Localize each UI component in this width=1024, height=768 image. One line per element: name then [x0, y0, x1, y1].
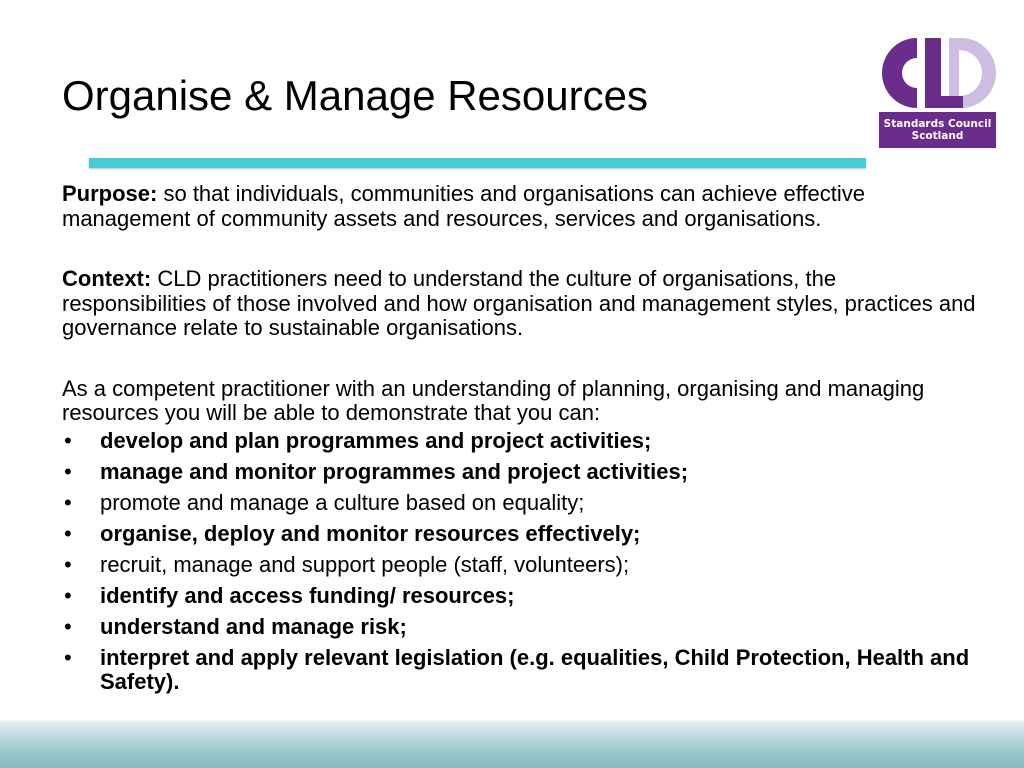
cld-logo-mark	[879, 38, 996, 112]
footer-bar	[0, 720, 1024, 768]
logo-caption-line2: Scotland	[911, 130, 964, 142]
competency-list	[62, 429, 982, 694]
purpose-paragraph	[62, 182, 982, 231]
list-item: • recruit, manage and support people (staff, volunteers);	[62, 553, 982, 578]
slide-title: Organise & Manage Resources	[62, 72, 648, 119]
slide-body	[62, 182, 982, 700]
title-underline	[89, 158, 866, 168]
list-item: • identify and access funding/ resources;	[62, 584, 982, 609]
purpose-text: so that individuals, communities and organisations can achieve effective management of community assets and resources, services and organisations.	[62, 181, 866, 231]
context-label: Context:	[62, 266, 152, 291]
logo-caption-line1: Standards Council	[883, 118, 992, 130]
cld-standards-council-logo	[879, 38, 996, 148]
purpose-label: Purpose:	[62, 181, 158, 206]
context-paragraph	[62, 267, 982, 341]
list-item: • understand and manage risk;	[62, 615, 982, 640]
list-item: • develop and plan programmes and project activities;	[62, 429, 982, 454]
list-item: • promote and manage a culture based on equality;	[62, 491, 982, 516]
list-item: • manage and monitor programmes and project activities;	[62, 460, 982, 485]
list-item: • organise, deploy and monitor resources effectively;	[62, 522, 982, 547]
context-text: CLD practitioners need to understand the culture of organisations, the responsibilities of those involved and how organisation and management styles, practices and governance relate to sustainable organisations.	[62, 266, 976, 340]
intro-paragraph: As a competent practitioner with an understanding of planning, organising and managing resources you will be able to demonstrate that you can:	[62, 375, 925, 425]
logo-caption	[879, 112, 996, 148]
list-item: • interpret and apply relevant legislation (e.g. equalities, Child Protection, Health and Safety).	[62, 646, 982, 694]
